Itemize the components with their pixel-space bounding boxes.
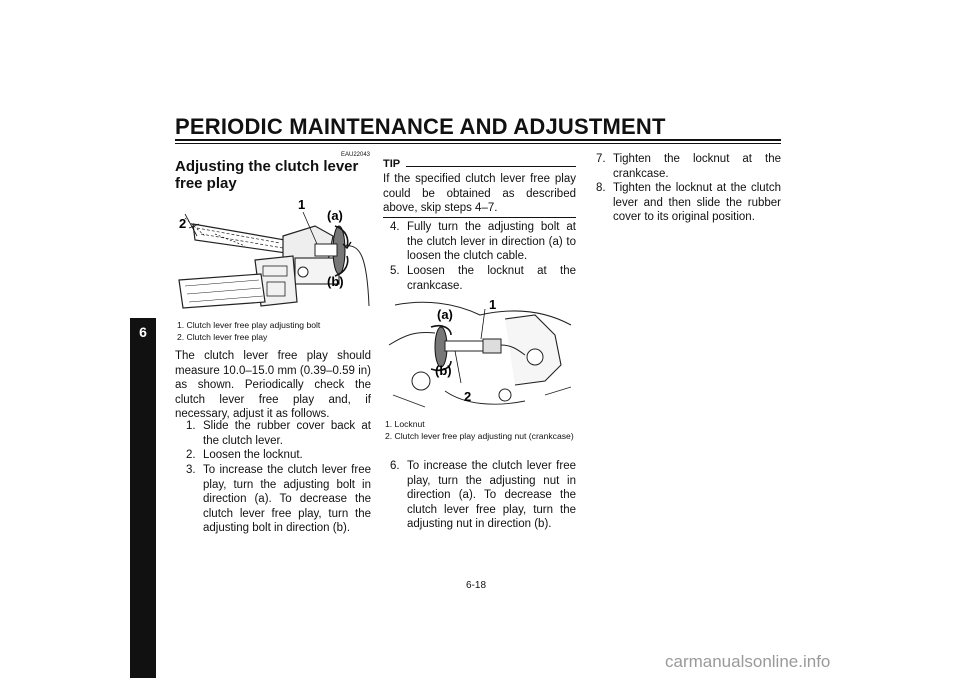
fig2-callout-a: (a) bbox=[437, 307, 453, 322]
step-8-number: 8. bbox=[596, 182, 606, 194]
step-7-number: 7. bbox=[596, 153, 606, 165]
step-5 bbox=[390, 264, 576, 293]
step-2-text: Loosen the locknut. bbox=[203, 449, 303, 461]
step-5-text: Loosen the locknut at the crankcase. bbox=[407, 265, 576, 292]
fig2-callout-2: 2 bbox=[464, 389, 472, 404]
fig2-caption-1: 1. Locknut bbox=[385, 419, 425, 429]
page-title: PERIODIC MAINTENANCE AND ADJUSTMENT bbox=[175, 114, 666, 139]
step-2 bbox=[186, 448, 371, 463]
fig1-callout-a: (a) bbox=[327, 208, 343, 223]
fig1-caption-1: 1. Clutch lever free play adjusting bolt bbox=[177, 320, 321, 330]
step-8-text: Tighten the locknut at the clutch lever and then slide the rubber cover to its original position. bbox=[613, 182, 781, 224]
tip-label: TIP bbox=[383, 158, 401, 170]
step-3-text: To increase the clutch lever free play, turn the adjusting bolt in direction (a). To decrease the clutch lever free play, turn the adjusting bolt in direction (b). bbox=[203, 464, 371, 535]
page-number: 6-18 bbox=[466, 580, 487, 591]
step-8 bbox=[596, 181, 781, 225]
fig1-callout-1: 1 bbox=[298, 197, 306, 212]
step-7 bbox=[596, 152, 781, 181]
step-5-number: 5. bbox=[390, 265, 400, 277]
tip-rule-bottom bbox=[383, 217, 576, 218]
watermark[interactable]: carmanualsonline.info bbox=[665, 652, 831, 671]
step-1-text: Slide the rubber cover back at the clutch lever. bbox=[203, 420, 371, 447]
header-rule bbox=[175, 139, 781, 141]
header-rule-thin bbox=[175, 143, 781, 144]
step-6-number: 6. bbox=[390, 460, 400, 472]
clutch-lever-figure bbox=[175, 196, 371, 314]
step-4-text: Fully turn the adjusting bolt at the clutch lever in direction (a) to loosen the clutch cable. bbox=[407, 221, 576, 263]
fig1-caption-2: 2. Clutch lever free play bbox=[177, 331, 268, 342]
figure1-caption bbox=[177, 320, 320, 343]
step-6-text: To increase the clutch lever free play, turn the adjusting nut in direction (a). To decrease the clutch lever free play, turn the adjusting nut in direction (b). bbox=[407, 460, 576, 531]
step-4 bbox=[390, 220, 576, 264]
fig2-callout-b: (b) bbox=[435, 363, 452, 378]
tip-text: If the specified clutch lever free play could be obtained as described above, skip steps 4–7. bbox=[383, 173, 576, 215]
chapter-number: 6 bbox=[139, 324, 147, 340]
step-2-number: 2. bbox=[186, 449, 196, 461]
step-1 bbox=[186, 419, 371, 448]
section-code: EAU22043 bbox=[341, 152, 371, 158]
step-7-text: Tighten the locknut at the crankcase. bbox=[613, 153, 781, 180]
step-1-number: 1. bbox=[186, 420, 196, 432]
step-3-number: 3. bbox=[186, 464, 196, 476]
chapter-tab bbox=[130, 318, 156, 678]
crankcase-figure bbox=[385, 295, 575, 413]
intro-paragraph: The clutch lever free play should measure 10.0–15.0 mm (0.39–0.59 in) as shown. Periodically check the clutch lever free play and, if necessary, adjust it as follows. bbox=[175, 350, 371, 421]
fig2-caption-2: 2. Clutch lever free play adjusting nut (crankcase) bbox=[385, 430, 574, 441]
fig1-callout-b: (b) bbox=[327, 274, 344, 289]
figure2-caption bbox=[385, 419, 575, 442]
fig2-callout-1: 1 bbox=[489, 297, 497, 312]
step-4-number: 4. bbox=[390, 221, 400, 233]
step-3 bbox=[186, 463, 371, 536]
fig1-callout-2: 2 bbox=[179, 216, 187, 231]
step-6 bbox=[390, 459, 576, 532]
section-title: Adjusting the clutch lever free play bbox=[175, 158, 359, 192]
tip-rule-top bbox=[406, 166, 576, 167]
